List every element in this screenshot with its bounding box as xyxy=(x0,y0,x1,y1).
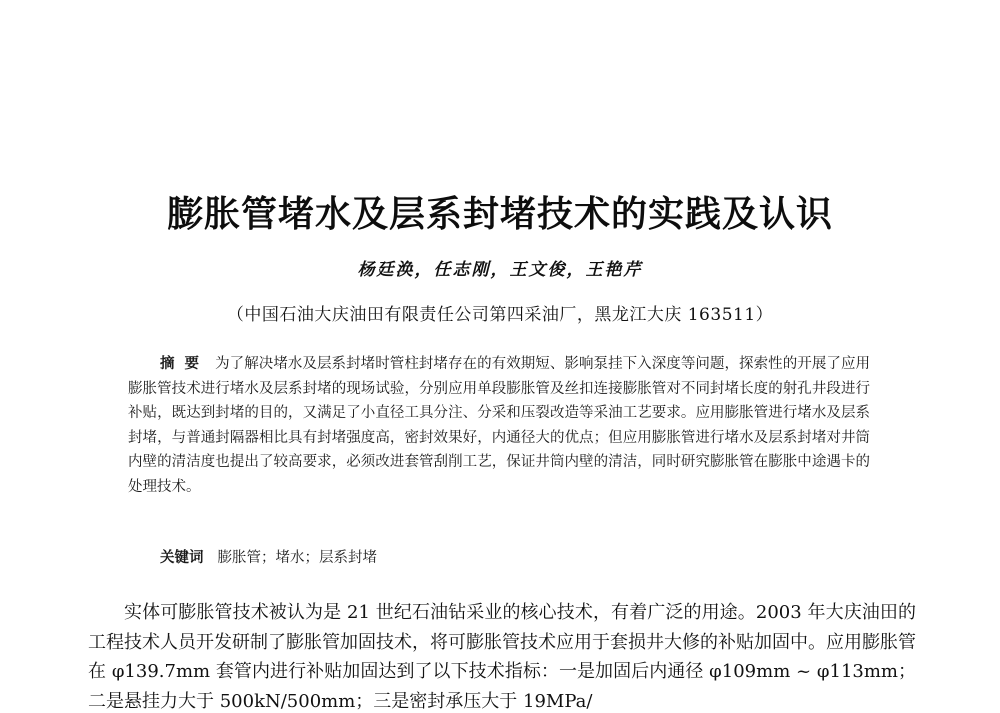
keywords xyxy=(160,546,377,567)
affiliation: （中国石油大庆油田有限责任公司第四采油厂，黑龙江大庆 163511） xyxy=(226,305,774,325)
abstract-text: 为了解决堵水及层系封堵时管柱封堵存在的有效期短、影响泵挂下入深度等问题，探索性的开展了应用膨胀管技术进行堵水及层系封堵的现场试验，分别应用单段膨胀管及丝扣连接膨胀管对不同封堵长度的射孔井段进行补贴，既达到封堵的目的，又满足了小直径工具分注、分采和压裂改造等采油工艺要求。应用膨胀管进行堵水及层系封堵，与普通封隔器相比具有封堵强度高，密封效果好，内通径大的优点；但应用膨胀管进行堵水及层系封堵对井筒内壁的清洁度也提出了较高要求，必须改进套管刮削工艺，保证井筒内壁的清洁，同时研究膨胀管在膨胀中途遇卡的处理技术。 xyxy=(128,356,870,495)
abstract-label: 摘要 xyxy=(160,356,210,372)
author-list: 杨廷涣，任志刚，王文俊，王艳芹 xyxy=(357,260,643,280)
keywords-label: 关键词 xyxy=(160,550,204,566)
keywords-text: 膨胀管；堵水；层系封堵 xyxy=(217,550,377,566)
paper-title: 膨胀管堵水及层系封堵技术的实践及认识 xyxy=(166,194,833,235)
abstract xyxy=(128,352,870,499)
body-paragraph: 实体可膨胀管技术被认为是 21 世纪石油钻采业的核心技术，有着广泛的用途。2003 年大庆油田的工程技术人员开发研制了膨胀管加固技术，将可膨胀管技术应用于套损井大修的补贴加固中。应用膨胀管在 φ139.7mm 套管内进行补贴加固达到了以下技术指标：一是加固后内通径 φ109mm ~ φ113mm；二是悬挂力大于 500kN/500mm；三是密封承压大于 19MPa/ xyxy=(88,602,916,712)
